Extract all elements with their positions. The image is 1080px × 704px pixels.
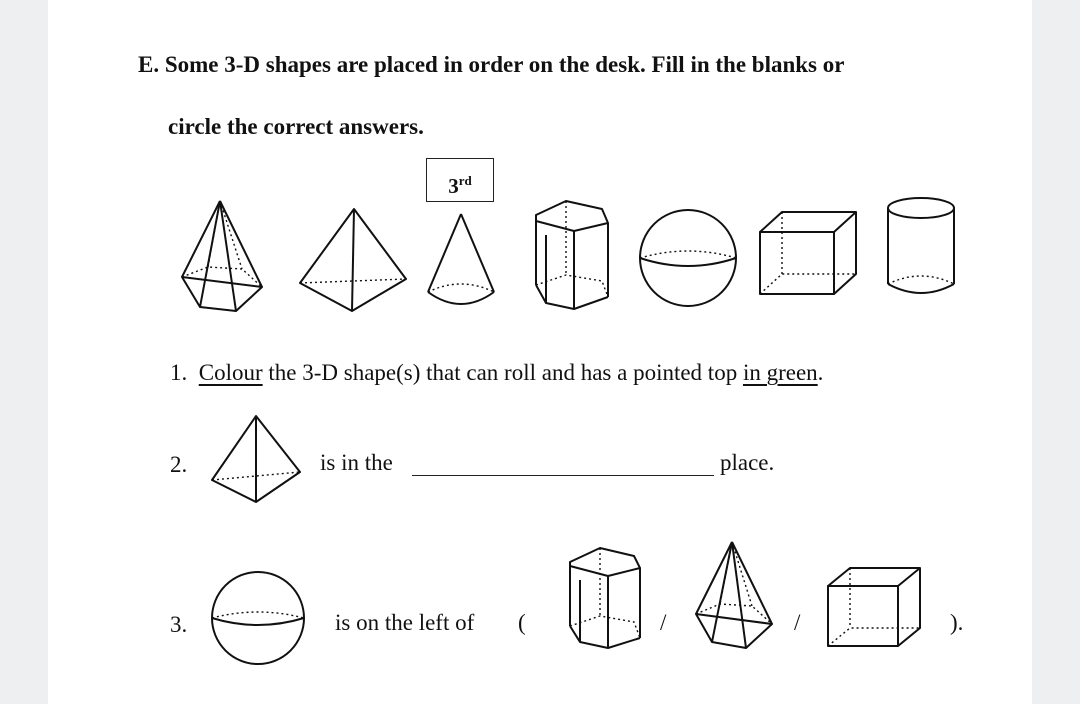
- cube-icon: [756, 208, 860, 298]
- sphere-icon: [208, 568, 308, 668]
- third-position-label: 3rd: [426, 158, 494, 202]
- answer-blank[interactable]: [412, 475, 714, 476]
- cylinder-icon: [884, 194, 958, 300]
- question1-text: 1. Colour the 3-D shape(s) that can roll and has a pointed top in green.: [170, 360, 824, 385]
- question3-number: 3.: [170, 612, 188, 637]
- question2-number: 2.: [170, 452, 188, 477]
- separator-slash: /: [660, 610, 667, 635]
- hexagonal-pyramid-icon[interactable]: [692, 538, 776, 656]
- question2-text-before: is in the: [320, 450, 393, 475]
- close-parenthesis: ).: [950, 610, 964, 635]
- separator-slash: /: [794, 610, 801, 635]
- hexagonal-pyramid-icon: [178, 195, 268, 320]
- sphere-icon: [636, 206, 740, 310]
- cube-icon[interactable]: [824, 564, 924, 650]
- section-title-line2: circle the correct answers.: [168, 114, 424, 139]
- question2-text-after: place.: [720, 450, 775, 475]
- section-title-line1: E. Some 3-D shapes are placed in order on the desk. Fill in the blanks or: [138, 52, 845, 77]
- open-parenthesis: (: [518, 610, 526, 635]
- triangular-pyramid-icon: [296, 205, 411, 315]
- question1-verb: Colour: [198, 360, 263, 385]
- cone-icon: [424, 210, 498, 310]
- pentagonal-prism-icon: [526, 195, 614, 315]
- triangular-pyramid-icon: [208, 412, 304, 506]
- question3-text: is on the left of: [335, 610, 475, 635]
- pentagonal-prism-icon[interactable]: [562, 544, 644, 654]
- question1-colour-phrase: in green: [742, 360, 818, 385]
